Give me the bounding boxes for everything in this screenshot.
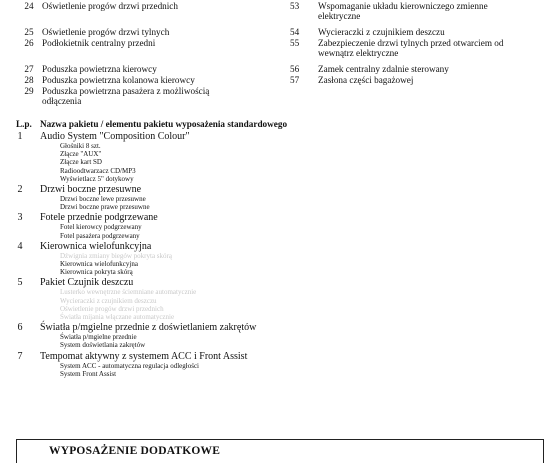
feature-number: 27 <box>24 64 34 74</box>
package-element: Oświetlenie progów drzwi przednich <box>60 304 164 313</box>
feature-item <box>288 75 546 85</box>
package-number: 5 <box>17 277 23 289</box>
feature-label: Poduszka powietrzna pasażera z możliwością <box>42 86 210 96</box>
feature-number: 24 <box>24 1 34 11</box>
package-element: System ACC - automatyczna regulacja odległości <box>60 361 199 370</box>
package-element: Fotel kierowcy podgrzewany <box>60 223 142 232</box>
feature-label-continuation: odłączenia <box>42 96 82 106</box>
feature-number: 28 <box>24 75 34 85</box>
feature-label: Podłokietnik centralny przedni <box>42 38 156 48</box>
feature-number: 56 <box>290 64 300 74</box>
feature-item <box>16 64 278 74</box>
package-element: Kierownica wielofunkcyjna <box>60 260 138 269</box>
package-row <box>0 322 546 333</box>
package-element: Fotel pasażera podgrzewany <box>60 231 140 240</box>
feature-label: Poduszka powietrzna kierowcy <box>42 64 157 74</box>
feature-label: Zamek centralny zdalnie sterowany <box>318 64 449 74</box>
package-row <box>0 277 546 288</box>
additional-equipment-box <box>16 439 544 463</box>
feature-label: Oświetlenie progów drzwi tylnych <box>42 27 170 37</box>
package-element: Drzwi boczne prawe przesuwne <box>60 203 150 212</box>
feature-label: Wspomaganie układu kierowniczego zmienne <box>318 1 488 11</box>
feature-number: 54 <box>290 27 300 37</box>
package-name: Tempomat aktywny z systemem ACC i Front Assist <box>40 350 248 362</box>
package-element: Wyświetlacz 5" dotykowy <box>60 174 134 183</box>
package-element: Złącze "AUX" <box>60 150 102 159</box>
package-number: 3 <box>17 212 23 224</box>
feature-item <box>288 38 546 58</box>
header-title: Nazwa pakietu / elementu pakietu wyposażenia standardowego <box>40 119 288 129</box>
package-row <box>0 131 546 142</box>
package-element: System Front Assist <box>60 369 117 378</box>
package-element: Światła mijania włączane automatycznie <box>60 313 175 322</box>
feature-label: Zasłona części bagażowej <box>318 75 414 85</box>
package-number: 2 <box>17 184 23 196</box>
package-row <box>0 184 546 195</box>
feature-item <box>288 27 546 37</box>
packages-header <box>0 119 546 130</box>
standard-packages-section <box>0 119 546 378</box>
feature-number: 53 <box>290 1 300 11</box>
packages-list <box>0 131 546 378</box>
package-number: 6 <box>17 322 23 334</box>
package-element: Głośniki 8 szt. <box>60 142 101 150</box>
package-number: 1 <box>17 131 23 142</box>
feature-number: 25 <box>24 27 34 37</box>
package-name: Kierownica wielofunkcyjna <box>40 240 152 252</box>
feature-item <box>288 64 546 74</box>
feature-item <box>16 86 278 106</box>
feature-item <box>288 1 546 21</box>
feature-label-continuation: elektryczne <box>318 11 361 21</box>
package-element: Złącze kart SD <box>60 158 102 167</box>
package-row <box>0 241 546 252</box>
feature-item <box>16 27 278 37</box>
feature-number: 29 <box>24 86 34 96</box>
package-number: 4 <box>17 240 23 252</box>
feature-number: 26 <box>24 38 34 48</box>
package-number: 7 <box>17 350 23 362</box>
feature-label: Poduszka powietrzna kolanowa kierowcy <box>42 75 195 85</box>
package-element: Radioodtwarzacz CD/MP3 <box>60 166 136 175</box>
feature-label-continuation: wewnątrz elektryczne <box>318 48 399 58</box>
package-element: Lusterko wewnętrzne ściemniane automatycznie <box>60 288 197 297</box>
package-element: Kierownica pokryta skórą <box>60 268 133 277</box>
feature-label: Oświetlenie progów drzwi przednich <box>42 1 178 11</box>
package-element: Dźwignia zmiany biegów pokryta skórą <box>60 251 172 260</box>
package-element: System doświetlania zakrętów <box>60 341 146 350</box>
feature-number: 55 <box>290 38 300 48</box>
package-name: Pakiet Czujnik deszczu <box>40 277 134 289</box>
package-element: Światła p/mgielne przednie <box>60 333 137 342</box>
additional-equipment-title: WYPOSAŻENIE DODATKOWE <box>49 445 221 457</box>
package-name: Fotele przednie podgrzewane <box>40 212 158 224</box>
package-name: Audio System "Composition Colour" <box>40 131 190 142</box>
feature-item <box>16 38 278 48</box>
package-name: Drzwi boczne przesuwne <box>40 184 142 196</box>
feature-label: Zabezpieczenie drzwi tylnych przed otwarciem od <box>318 38 504 48</box>
feature-label: Wycieraczki z czujnikiem deszczu <box>318 27 445 37</box>
feature-number: 57 <box>290 75 300 85</box>
package-element: Wycieraczki z czujnikiem deszczu <box>60 296 157 305</box>
package-element: Drzwi boczne lewe przesuwne <box>60 195 146 204</box>
package-row <box>0 212 546 223</box>
package-name: Światła p/mgielne przednie z doświetlaniem zakrętów <box>40 322 257 334</box>
package-row <box>0 351 546 362</box>
header-number-label: L.p. <box>16 119 32 129</box>
feature-item <box>16 1 278 11</box>
feature-item <box>16 75 278 85</box>
